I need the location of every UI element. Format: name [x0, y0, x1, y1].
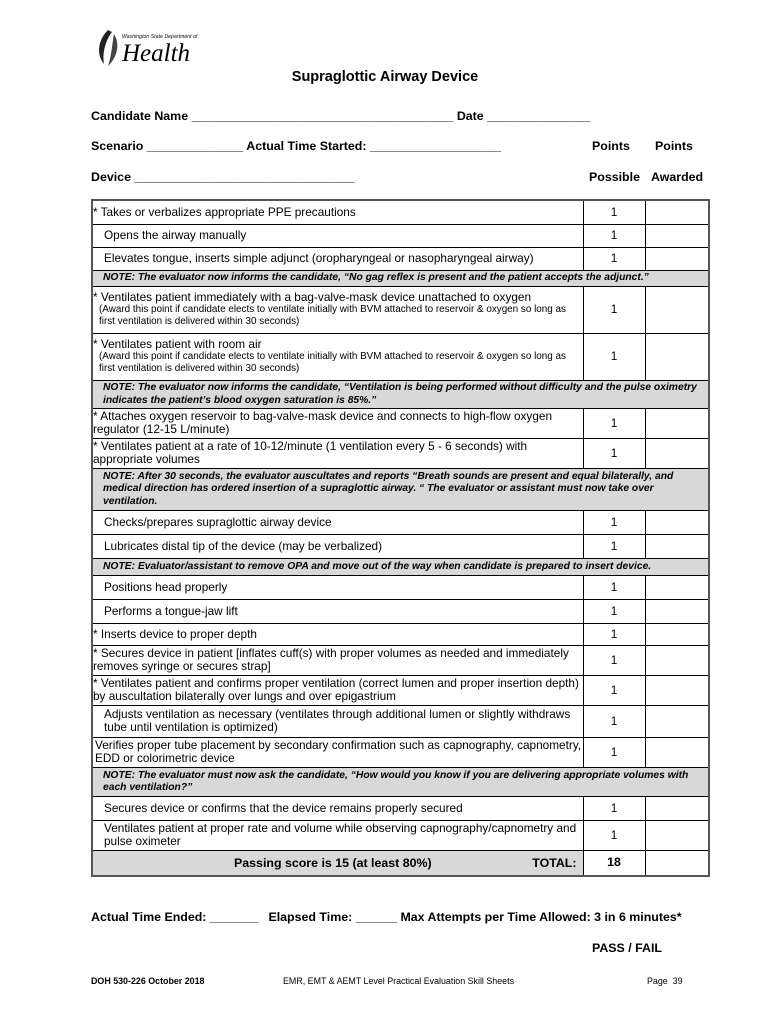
skill-description-cell [92, 599, 583, 623]
skill-row [92, 438, 709, 468]
note-row [92, 380, 709, 408]
skill-text: Opens the airway manually [104, 228, 247, 242]
skill-description-cell [92, 737, 583, 767]
total-label-cell [92, 850, 583, 876]
points-possible-cell: 1 [583, 438, 645, 468]
skill-row [92, 247, 709, 270]
skill-row [92, 408, 709, 438]
points-possible-cell: 1 [583, 575, 645, 599]
skill-description-cell [92, 820, 583, 850]
time-attempts-line: Actual Time Ended: _______ Elapsed Time: ______ Max Attempts per Time Allowed: 3 in 6 minutes* [91, 910, 682, 924]
leaf-icon [94, 28, 124, 68]
points-awarded-cell[interactable] [645, 820, 709, 850]
skill-description-cell [92, 623, 583, 645]
skill-description-cell [92, 286, 583, 333]
skill-text: Verifies proper tube placement by secondary confirmation such as capnography, capnometry, EDD or colorimetric device [95, 738, 582, 765]
skill-text: Elevates tongue, inserts simple adjunct (oropharyngeal or nasopharyngeal airway) [104, 251, 534, 265]
points-awarded-cell[interactable] [645, 575, 709, 599]
points-awarded-cell[interactable] [645, 438, 709, 468]
points-possible-cell: 1 [583, 623, 645, 645]
points-possible-header-bottom: Possible [589, 170, 640, 184]
skill-text: * Ventilates patient immediately with a bag-valve-mask device unattached to oxygen [93, 290, 532, 304]
skill-text: Positions head properly [104, 579, 228, 594]
skill-subnote: (Award this point if candidate elects to ventilate initially with BVM attached to reservoir & oxygen so long as first ventilation is delivered within 30 seconds) [99, 351, 566, 374]
skill-row [92, 575, 709, 599]
candidate-date-line: Candidate Name ______________________________________ Date _______________ [91, 109, 591, 123]
skill-text: * Takes or verbalizes appropriate PPE precautions [93, 204, 356, 219]
skill-row [92, 796, 709, 820]
points-awarded-cell[interactable] [645, 645, 709, 675]
note-text: NOTE: Evaluator/assistant to remove OPA and move out of the way when candidate is prepared to insert device. [92, 558, 709, 575]
scenario-time-line: Scenario ______________ Actual Time Started: ___________________ [91, 139, 501, 153]
skill-text: * Ventilates patient at a rate of 10-12/minute (1 ventilation every 5 - 6 seconds) with appropriate volumes [93, 439, 528, 466]
points-awarded-cell[interactable] [645, 737, 709, 767]
skill-text: * Inserts device to proper depth [93, 626, 257, 641]
points-possible-cell: 1 [583, 286, 645, 333]
points-awarded-header-bottom: Awarded [651, 170, 704, 184]
skill-description-cell [92, 534, 583, 558]
note-row [92, 270, 709, 286]
skill-description-cell [92, 408, 583, 438]
doh-logo [94, 26, 198, 72]
skill-row [92, 534, 709, 558]
skill-row [92, 200, 709, 224]
skill-text: * Attaches oxygen reservoir to bag-valve-mask device and connects to high-flow oxygen regulator (12-15 L/minute) [93, 409, 553, 436]
logo-health-text: Health [122, 40, 191, 67]
skill-text: Secures device or confirms that the device remains properly secured [104, 800, 463, 815]
points-awarded-cell[interactable] [645, 286, 709, 333]
points-possible-cell: 1 [583, 705, 645, 737]
skill-row [92, 705, 709, 737]
points-possible-header-top: Points [592, 139, 630, 153]
skill-row [92, 675, 709, 705]
points-possible-cell: 1 [583, 200, 645, 224]
points-awarded-cell[interactable] [645, 796, 709, 820]
points-awarded-cell[interactable] [645, 200, 709, 224]
points-awarded-cell[interactable] [645, 510, 709, 534]
footer-page-number: Page 39 [647, 976, 683, 986]
skill-text: Lubricates distal tip of the device (may be verbalized) [104, 538, 383, 553]
points-possible-cell: 1 [583, 820, 645, 850]
skill-text: Performs a tongue-jaw lift [104, 603, 238, 618]
points-awarded-cell[interactable] [645, 675, 709, 705]
points-awarded-cell[interactable] [645, 247, 709, 270]
skill-description-cell [92, 675, 583, 705]
skill-row [92, 333, 709, 380]
points-awarded-cell[interactable] [645, 623, 709, 645]
points-possible-cell: 1 [583, 534, 645, 558]
skill-row [92, 820, 709, 850]
note-text: NOTE: The evaluator must now ask the candidate, “How would you know if you are delivering appropriate volumes with each ventilation?” [92, 767, 709, 796]
points-possible-cell: 1 [583, 247, 645, 270]
points-possible-cell: 1 [583, 675, 645, 705]
skill-description-cell [92, 705, 583, 737]
skill-row [92, 224, 709, 247]
points-possible-cell: 1 [583, 796, 645, 820]
total-points: 18 [583, 850, 645, 876]
skill-description-cell [92, 247, 583, 270]
points-awarded-cell[interactable] [645, 705, 709, 737]
skill-description-cell [92, 438, 583, 468]
points-possible-cell: 1 [583, 737, 645, 767]
skill-text: * Ventilates patient and confirms proper ventilation (correct lumen and proper insertion depth) by auscultation bilaterally over lungs and over epigastrium [93, 676, 579, 703]
skill-description-cell [92, 333, 583, 380]
points-possible-cell: 1 [583, 333, 645, 380]
skill-text: Ventilates patient at proper rate and volume while observing capnography/capnometry and pulse oximeter [104, 821, 577, 848]
skill-description-cell [92, 575, 583, 599]
note-text: NOTE: After 30 seconds, the evaluator auscultates and reports “Breath sounds are present and equal bilaterally, and medical direction has ordered insertion of a supraglottic airway. “ The evaluator or assistant must now take over ventilation. [92, 468, 709, 510]
skill-row [92, 286, 709, 333]
points-possible-cell: 1 [583, 224, 645, 247]
skill-row [92, 599, 709, 623]
note-row [92, 558, 709, 575]
note-row [92, 767, 709, 796]
total-label: TOTAL: [532, 855, 577, 870]
skill-description-cell [92, 510, 583, 534]
points-awarded-cell[interactable] [645, 599, 709, 623]
points-awarded-cell[interactable] [645, 333, 709, 380]
note-row [92, 468, 709, 510]
skill-subnote: (Award this point if candidate elects to ventilate initially with BVM attached to reservoir & oxygen so long as first ventilation is delivered within 30 seconds) [99, 304, 566, 327]
skill-text: * Secures device in patient [inflates cuff(s) with proper volumes as needed and immediately removes syringe or secures strap] [93, 646, 569, 673]
skill-description-cell [92, 200, 583, 224]
skill-description-cell [92, 224, 583, 247]
points-awarded-header-top: Points [655, 139, 693, 153]
points-awarded-cell[interactable] [645, 534, 709, 558]
skill-row [92, 510, 709, 534]
note-text: NOTE: The evaluator now informs the candidate, “No gag reflex is present and the patient accepts the adjunct.” [92, 270, 709, 286]
skill-text: Adjusts ventilation as necessary (ventilates through additional lumen or slightly withdraws tube until ventilation is optimized) [104, 707, 571, 734]
total-row [92, 850, 709, 876]
points-possible-cell: 1 [583, 645, 645, 675]
logo-department-text: Washington State Department of [122, 34, 198, 40]
skill-row [92, 737, 709, 767]
points-possible-cell: 1 [583, 408, 645, 438]
page-title: Supraglottic Airway Device [291, 69, 479, 85]
points-awarded-cell[interactable] [645, 408, 709, 438]
note-text: NOTE: The evaluator now informs the candidate, “Ventilation is being performed without difficulty and the pulse oximetry indicates the patient’s blood oxygen saturation is 85%.” [92, 380, 709, 408]
skill-description-cell [92, 645, 583, 675]
footer-doc-id: DOH 530-226 October 2018 [91, 976, 205, 986]
points-awarded-cell[interactable] [645, 224, 709, 247]
skill-row [92, 623, 709, 645]
skill-text: * Ventilates patient with room air [93, 337, 262, 351]
total-awarded-cell[interactable] [645, 850, 709, 876]
skill-row [92, 645, 709, 675]
points-possible-cell: 1 [583, 510, 645, 534]
points-possible-cell: 1 [583, 599, 645, 623]
device-line: Device ________________________________ [91, 170, 355, 184]
footer-center-text: EMR, EMT & AEMT Level Practical Evaluation Skill Sheets [283, 976, 515, 986]
skill-sheet-table [91, 199, 710, 877]
pass-fail-label: PASS / FAIL [592, 941, 662, 955]
skill-text: Checks/prepares supraglottic airway device [104, 514, 332, 529]
skill-description-cell [92, 796, 583, 820]
passing-score-text: Passing score is 15 (at least 80%) [234, 855, 432, 870]
